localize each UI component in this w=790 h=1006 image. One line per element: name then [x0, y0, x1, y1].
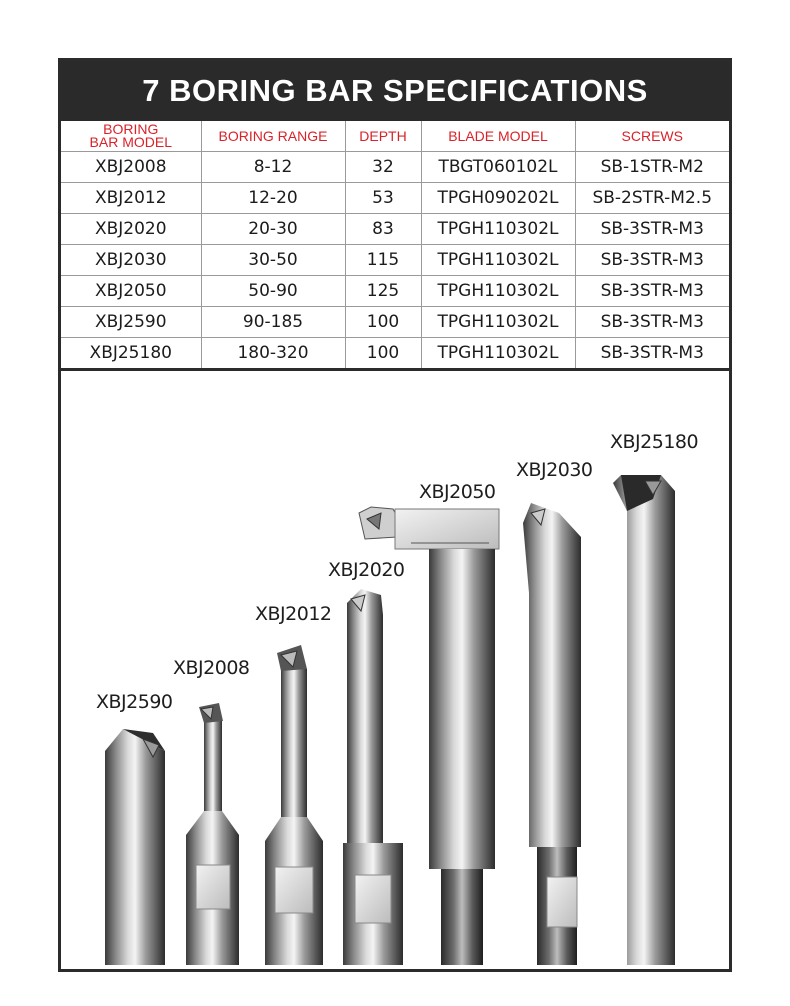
boring-bars-illustration: [61, 373, 729, 969]
bar-xbj2020: [343, 589, 403, 965]
cell-screws: SB-3STR-M3: [575, 214, 729, 245]
table-row: [61, 183, 729, 214]
cell-model: XBJ2590: [61, 307, 201, 338]
cell-model: XBJ2020: [61, 214, 201, 245]
cell-blade: TPGH110302L: [421, 214, 575, 245]
table-row: [61, 152, 729, 183]
table-header-row: [61, 121, 729, 152]
cell-range: 20-30: [201, 214, 345, 245]
header-blade-model: BLADE MODEL: [421, 121, 575, 152]
cell-screws: SB-3STR-M3: [575, 245, 729, 276]
cell-depth: 125: [345, 276, 421, 307]
label-xbj2030: XBJ2030: [516, 459, 593, 481]
bar-xbj2008: [186, 703, 239, 965]
cell-model: XBJ2008: [61, 152, 201, 183]
cell-model: XBJ2050: [61, 276, 201, 307]
label-xbj25180: XBJ25180: [610, 431, 699, 453]
label-xbj2590: XBJ2590: [96, 691, 173, 713]
bar-xbj25180: [613, 475, 675, 965]
label-xbj2050: XBJ2050: [419, 481, 496, 503]
cell-depth: 83: [345, 214, 421, 245]
cell-depth: 53: [345, 183, 421, 214]
cell-model: XBJ2012: [61, 183, 201, 214]
table-row: [61, 307, 729, 338]
cell-screws: SB-3STR-M3: [575, 338, 729, 370]
cell-model: XBJ2030: [61, 245, 201, 276]
cell-depth: 32: [345, 152, 421, 183]
header-depth: DEPTH: [345, 121, 421, 152]
bar-xbj2590: [105, 729, 165, 965]
cell-depth: 115: [345, 245, 421, 276]
spec-sheet-frame: [58, 58, 732, 972]
cell-blade: TPGH110302L: [421, 245, 575, 276]
table-row: [61, 276, 729, 307]
cell-screws: SB-3STR-M3: [575, 307, 729, 338]
header-boring-range: BORING RANGE: [201, 121, 345, 152]
cell-range: 30-50: [201, 245, 345, 276]
cell-range: 8-12: [201, 152, 345, 183]
bar-xbj2030: [523, 503, 581, 965]
header-screws: SCREWS: [575, 121, 729, 152]
header-model: BORING BAR MODEL: [61, 121, 201, 152]
product-photo: [61, 373, 729, 969]
cell-blade: TPGH110302L: [421, 276, 575, 307]
cell-blade: TBGT060102L: [421, 152, 575, 183]
cell-model: XBJ25180: [61, 338, 201, 370]
page-title: 7 BORING BAR SPECIFICATIONS: [142, 73, 648, 108]
cell-range: 90-185: [201, 307, 345, 338]
cell-screws: SB-2STR-M2.5: [575, 183, 729, 214]
title-bar: [61, 61, 729, 121]
table-row: [61, 245, 729, 276]
cell-range: 12-20: [201, 183, 345, 214]
cell-blade: TPGH090202L: [421, 183, 575, 214]
table-row: [61, 214, 729, 245]
cell-blade: TPGH110302L: [421, 338, 575, 370]
label-xbj2020: XBJ2020: [328, 559, 405, 581]
cell-screws: SB-1STR-M2: [575, 152, 729, 183]
label-xbj2012: XBJ2012: [255, 603, 332, 625]
cell-blade: TPGH110302L: [421, 307, 575, 338]
cell-range: 180-320: [201, 338, 345, 370]
cell-range: 50-90: [201, 276, 345, 307]
table-row: [61, 338, 729, 370]
bar-xbj2012: [265, 645, 323, 965]
label-xbj2008: XBJ2008: [173, 657, 250, 679]
cell-depth: 100: [345, 338, 421, 370]
spec-table: [61, 121, 729, 371]
cell-depth: 100: [345, 307, 421, 338]
cell-screws: SB-3STR-M3: [575, 276, 729, 307]
